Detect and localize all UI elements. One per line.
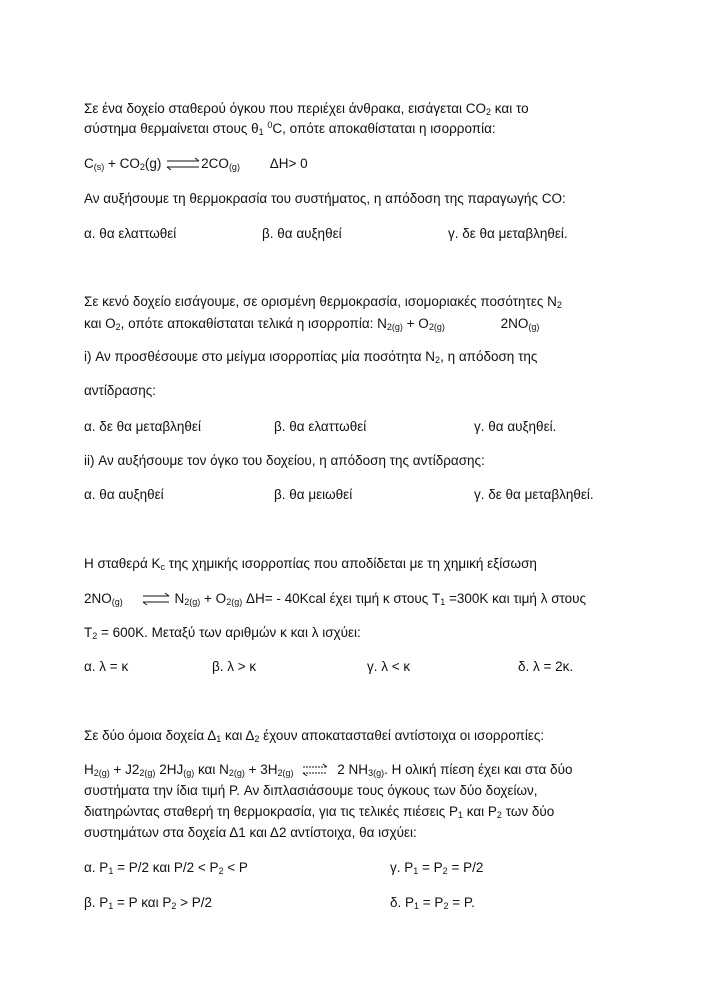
q1-intro-text-end: και το (491, 101, 529, 116)
q2-part-i-line-2: αντίδρασης: (84, 383, 156, 398)
eq-reactant-c: C (84, 156, 94, 171)
q3-option-b: β. λ > κ (212, 659, 257, 674)
subscript: 2 (218, 866, 224, 876)
eq-product-co: 2CO (201, 156, 229, 171)
subscript: 2 (486, 107, 492, 117)
q2-line2-text-o2: + O (402, 316, 429, 331)
q4-intro-text-end: έχουν αποκατασταθεί αντίστοιχα οι ισορροπίες: (259, 728, 545, 743)
subscript: 2 (442, 866, 448, 876)
enthalpy-change: ΔΗ> 0 (269, 156, 308, 171)
q3-equation-text-end: =300K και τιμή λ στους (445, 591, 587, 606)
option-text: = P/2 και P/2 < P (113, 860, 219, 875)
eq-paren-g: (g) (144, 156, 162, 171)
subscript: 2 (115, 322, 121, 332)
state-subscript: (g) (228, 162, 240, 172)
q3-intro-text-end: της χημικής ισορροπίας που αποδίδεται με τη χημική εξίσωση (165, 556, 537, 571)
q1-intro-text: Σε ένα δοχείο σταθερού όγκου που περιέχει άνθρακα, εισάγεται CO (84, 101, 487, 116)
q1-intro-line-2 (84, 121, 496, 137)
option-text: α. P (84, 860, 109, 875)
subscript: 1 (413, 866, 419, 876)
q4-line-4: συστημάτων στα δοχεία Δ1 και Δ2 αντίστοιχα, θα ισχύει: (84, 825, 417, 840)
q1-option-a: α. θα ελαττωθεί (84, 226, 177, 241)
subscript: 1 (440, 597, 446, 607)
state-subscript: 2(g) (428, 322, 445, 332)
eq-product-hj: 2HJ (155, 762, 184, 777)
eq-product-nh3: 2 NH (337, 762, 369, 777)
q1-equation (84, 156, 308, 172)
q2-ii-option-b: β. θα μειωθεί (274, 487, 353, 502)
q2-i-option-b: β. θα ελαττωθεί (274, 419, 367, 434)
option-text: > P/2 (176, 895, 213, 910)
option-text: δ. P (390, 895, 415, 910)
q2-intro-line (84, 294, 562, 310)
q3-intro-text: Η σταθερά K (84, 556, 161, 571)
eq-product-o2: + O (200, 591, 227, 606)
q2-line2-text-mid: , οπότε αποκαθίσταται τελικά η ισορροπία: N (120, 316, 387, 331)
eq-reactant-j2: + J2 (109, 762, 140, 777)
option-text: < P (223, 860, 248, 875)
q2-intro-line-2 (84, 316, 539, 332)
subscript: 2 (443, 901, 449, 911)
superscript: 0 (267, 120, 273, 130)
q3-option-c: γ. λ < κ (367, 659, 411, 674)
subscript: 2 (139, 162, 145, 172)
q3-line3-text-end: = 600K. Μεταξύ των αριθμών κ και λ ισχύει: (97, 625, 361, 640)
q4-option-d (390, 895, 475, 911)
q2-intro-text: Σε κενό δοχείο εισάγουμε, σε ορισμένη θερμοκρασία, ισομοριακές ποσότητες N (84, 294, 557, 309)
state-subscript: 2(g) (93, 768, 110, 778)
subscript: 1 (414, 901, 420, 911)
q2-line2-text: και O (84, 316, 116, 331)
q2-part-i-text: i) Αν προσθέσουμε στο μείγμα ισορροπίας μία ποσότητα N (84, 349, 436, 364)
q4-intro-line (84, 728, 544, 744)
q3-option-d: δ. λ = 2κ. (518, 659, 574, 674)
q2-i-option-a: α. δε θα μεταβληθεί (84, 419, 201, 434)
equilibrium-arrow-icon (301, 763, 329, 777)
q1-line2-text: σύστημα θερμαίνεται στους θ (84, 121, 259, 136)
state-subscript: (s) (93, 162, 105, 172)
state-subscript: 2(g) (277, 768, 294, 778)
state-subscript: 2(g) (226, 597, 243, 607)
q1-intro-line (84, 101, 529, 117)
q3-option-a: α. λ = κ (84, 659, 129, 674)
q3-equation (84, 591, 586, 607)
eq-reactant-co2: + CO (104, 156, 140, 171)
option-text: = P/2 (447, 860, 484, 875)
q3-line3-text: T (84, 625, 93, 640)
q4-line3-text: διατηρώντας σταθερή τη θερμοκρασία, για τις τελικές πιέσεις P (84, 804, 458, 819)
subscript: 1 (108, 866, 114, 876)
q2-ii-option-c: γ. δε θα μεταβληθεί. (474, 487, 594, 502)
state-subscript: (g) (183, 768, 195, 778)
subscript: 2 (556, 300, 562, 310)
subscript: 2 (171, 901, 177, 911)
option-text: = P (418, 860, 443, 875)
q4-option-g (390, 860, 483, 876)
q1-option-b: β. θα αυξηθεί (262, 226, 342, 241)
equilibrium-arrow-icon (141, 592, 171, 606)
eq-reactant-n2: και N (194, 762, 229, 777)
q2-part-ii: ii) Αν αυξήσουμε τον όγκο του δοχείου, η απόδοση της αντίδρασης: (84, 453, 485, 468)
q4-option-a (84, 860, 248, 876)
q2-i-option-c: γ. θα αυξηθεί. (474, 419, 557, 434)
option-text: = P και P (113, 895, 172, 910)
q2-part-i-text-end: , η απόδοση της (440, 349, 538, 364)
state-subscript: (g) (111, 597, 123, 607)
eq-reactant-h2: H (84, 762, 94, 777)
eq-reactant-no: 2NO (84, 591, 112, 606)
q4-intro-text-mid: και Δ (221, 728, 255, 743)
subscript: c (160, 562, 166, 572)
option-text: β. P (84, 895, 109, 910)
q3-intro-line (84, 556, 537, 572)
state-subscript: 3(g) (368, 768, 385, 778)
subscript: 1 (258, 127, 264, 137)
q4-line3-text-mid: και P (463, 804, 497, 819)
q1-line2-text-end: C, οπότε αποκαθίσταται η ισορροπία: (272, 121, 496, 136)
q1-option-c: γ. δε θα μεταβληθεί. (448, 226, 568, 241)
state-subscript: 2(g) (184, 597, 201, 607)
subscript: 1 (458, 810, 464, 820)
q3-line-3 (84, 625, 361, 641)
state-subscript: 2(g) (139, 768, 156, 778)
eq-reactant-3h2: + 3H (244, 762, 278, 777)
q3-equation-text: ΔΗ= - 40Kcal έχει τιμή κ στους T (242, 591, 441, 606)
eq-product-no: 2NO (500, 316, 529, 331)
option-text: = P. (448, 895, 475, 910)
q4-line3-text-end: των δύο (501, 804, 555, 819)
subscript: 1 (108, 901, 114, 911)
q2-ii-option-a: α. θα αυξηθεί (84, 487, 164, 502)
q4-option-b (84, 895, 212, 911)
q4-line-3 (84, 804, 554, 820)
eq-product-n2: N (174, 591, 185, 606)
state-subscript: 2(g) (228, 768, 245, 778)
state-subscript: (g) (528, 322, 540, 332)
subscript: 2 (92, 631, 98, 641)
q4-line-2: συστήματα την ίδια τιμή P. Αν διπλασιάσουμε τους όγκους των δύο δοχείων, (84, 783, 538, 798)
state-subscript: 2(g) (386, 322, 403, 332)
q4-equations (84, 762, 572, 778)
subscript: 1 (216, 734, 222, 744)
subscript: 2 (435, 355, 441, 365)
option-text: = P (419, 895, 444, 910)
subscript: 2 (496, 810, 502, 820)
subscript: 2 (254, 734, 260, 744)
q4-intro-text: Σε δύο όμοια δοχεία Δ (84, 728, 217, 743)
option-text: γ. P (390, 860, 414, 875)
equilibrium-arrow-icon (165, 157, 201, 171)
q1-question: Αν αυξήσουμε τη θερμοκρασία του συστήματος, η απόδοση της παραγωγής CO: (84, 191, 566, 206)
q4-equation-text-end: . Η ολική πίεση έχει και στα δύο (384, 762, 573, 777)
q2-part-i (84, 349, 537, 365)
